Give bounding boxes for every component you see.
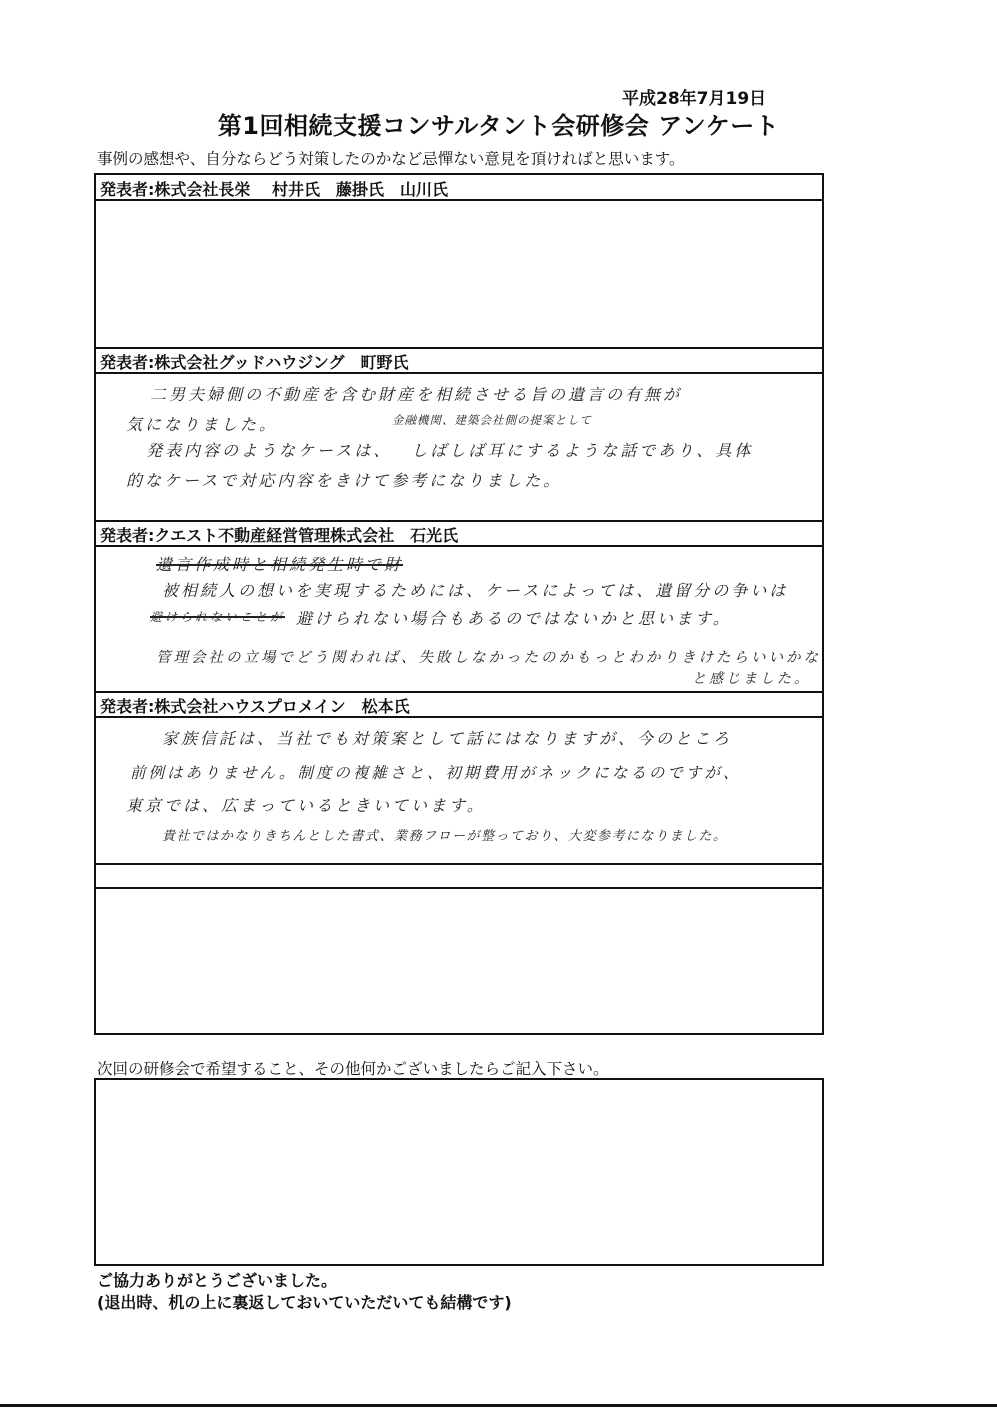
handwritten-comment-3d: と感じました。 — [692, 671, 811, 687]
handwritten-comment-3c: 管理会社の立場でどう関われば、失敗しなかったのかもっとわかりきけたらいいかな — [156, 650, 821, 666]
handwritten-insert-note: 金融機関、建築会社側の提案として — [392, 413, 592, 427]
next-request-prompt: 次回の研修会で希望すること、その他何かございましたらご記入下さい。 — [97, 1060, 609, 1078]
comment-area-5[interactable] — [96, 889, 822, 1033]
handwritten-comment-2c: 発表内容のようなケースは、 しばしば耳にするような話であり、具体 — [146, 441, 754, 460]
handwritten-comment-3a: 被相続人の想いを実現するためには、ケースによっては、遺留分の争いは — [162, 581, 789, 600]
scan-edge-line — [0, 1404, 997, 1407]
footer-note: (退出時、机の上に裏返しておいていただいても結構です) — [97, 1293, 512, 1312]
next-request-box[interactable] — [94, 1078, 824, 1266]
struck-out-prefix: 避けられないことが — [150, 610, 286, 624]
handwritten-comment-3b: 避けられない場合もあるのではないかと思います。 — [296, 609, 732, 628]
comment-area-1[interactable] — [96, 201, 822, 347]
presenter-label-4: 発表者:株式会社ハウスプロメイン 松本氏 — [100, 697, 410, 716]
handwritten-comment-2b: 気になりました。 — [126, 415, 279, 434]
struck-out-line: 遺言作成時と相続発生時で財 — [156, 555, 404, 574]
handwritten-comment-4d: 貴社ではかなりきちんとした書式、業務フローが整っており、大変参考になりました。 — [162, 829, 728, 844]
page-title: 第1回相続支援コンサルタント会研修会 アンケート — [217, 112, 780, 140]
handwritten-comment-2d: 的なケースで対応内容をきけて参考になりました。 — [126, 471, 563, 490]
handwritten-comment-2a: 二男夫婦側の不動産を含む財産を相続させる旨の遺言の有無が — [150, 385, 683, 404]
thanks-text: ご協力ありがとうございました。 — [97, 1271, 338, 1290]
presenter-table — [94, 173, 824, 1035]
instruction-text: 事例の感想や、自分ならどう対策したのかなど忌憚ない意見を頂ければと思います。 — [97, 150, 685, 168]
handwritten-comment-4b: 前例はありません。制度の複雑さと、初期費用がネックになるのですが、 — [130, 764, 742, 782]
handwritten-comment-4c: 東京では、広まっているときいています。 — [126, 796, 486, 815]
presenter-label-3: 発表者:クエスト不動産経営管理株式会社 石光氏 — [100, 526, 459, 545]
presenter-label-1: 発表者:株式会社長栄 村井氏 藤掛氏 山川氏 — [100, 180, 448, 199]
survey-date: 平成28年7月19日 — [622, 89, 767, 109]
handwritten-comment-4a: 家族信託は、当社でも対策案として話にはなりますが、今のところ — [162, 729, 733, 748]
presenter-label-2: 発表者:株式会社グッドハウジング 町野氏 — [100, 353, 409, 372]
